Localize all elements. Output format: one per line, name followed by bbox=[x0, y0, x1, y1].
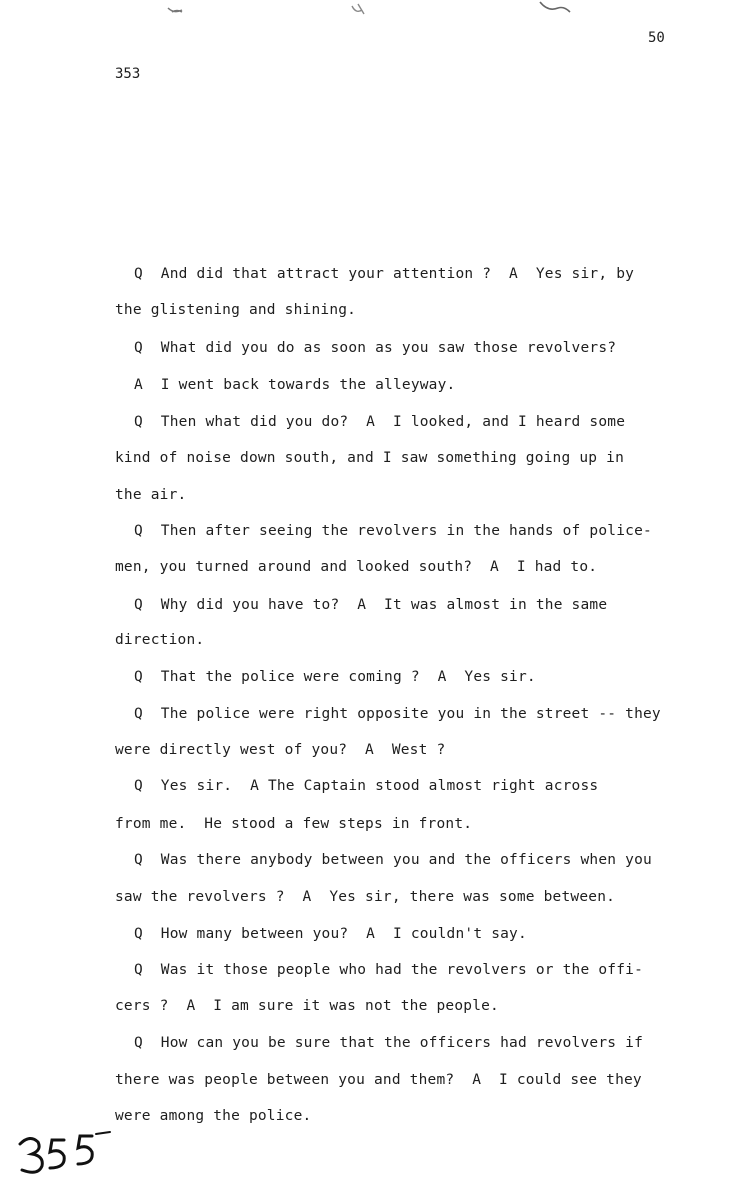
transcript-line: Q And did that attract your attention ? A Yes sir, by bbox=[134, 266, 635, 282]
page-number: 50 bbox=[648, 30, 665, 46]
top-scan-marks bbox=[0, 0, 742, 30]
transcript-line: Q Then after seeing the revolvers in the hands of police- bbox=[134, 523, 652, 539]
transcript-line: A I went back towards the alleyway. bbox=[134, 377, 456, 393]
transcript-line: direction. bbox=[115, 632, 205, 648]
transcript-line: saw the revolvers ? A Yes sir, there was some between. bbox=[115, 889, 616, 905]
transcript-line: men, you turned around and looked south? A I had to. bbox=[115, 559, 598, 575]
transcript-line: the air. bbox=[115, 487, 187, 503]
transcript-line: were among the police. bbox=[115, 1108, 312, 1124]
handwritten-page-number bbox=[14, 1130, 114, 1184]
transcript-line: Q Yes sir. A The Captain stood almost right across bbox=[134, 778, 599, 794]
transcript-line: Q The police were right opposite you in the street -- they bbox=[134, 706, 661, 722]
transcript-line: were directly west of you? A West ? bbox=[115, 742, 446, 758]
transcript-line: Q Was it those people who had the revolvers or the offi- bbox=[134, 962, 643, 978]
transcript-line: Q How many between you? A I couldn't say. bbox=[134, 926, 527, 942]
transcript-line: kind of noise down south, and I saw something going up in bbox=[115, 450, 624, 466]
original-page-number: 353 bbox=[115, 66, 141, 82]
transcript-line: Q Was there anybody between you and the officers when you bbox=[134, 852, 652, 868]
transcript-line: Q How can you be sure that the officers had revolvers if bbox=[134, 1035, 643, 1051]
transcript-line: Q Then what did you do? A I looked, and I heard some bbox=[134, 414, 626, 430]
transcript-line: from me. He stood a few steps in front. bbox=[115, 816, 473, 832]
transcript-line: Q That the police were coming ? A Yes sir. bbox=[134, 669, 536, 685]
transcript-line: Q Why did you have to? A It was almost in the same bbox=[134, 597, 608, 613]
transcript-line: cers ? A I am sure it was not the people. bbox=[115, 998, 499, 1014]
transcript-line: there was people between you and them? A I could see they bbox=[115, 1072, 642, 1088]
transcript-line: Q What did you do as soon as you saw those revolvers? bbox=[134, 340, 617, 356]
transcript-line: the glistening and shining. bbox=[115, 302, 357, 318]
